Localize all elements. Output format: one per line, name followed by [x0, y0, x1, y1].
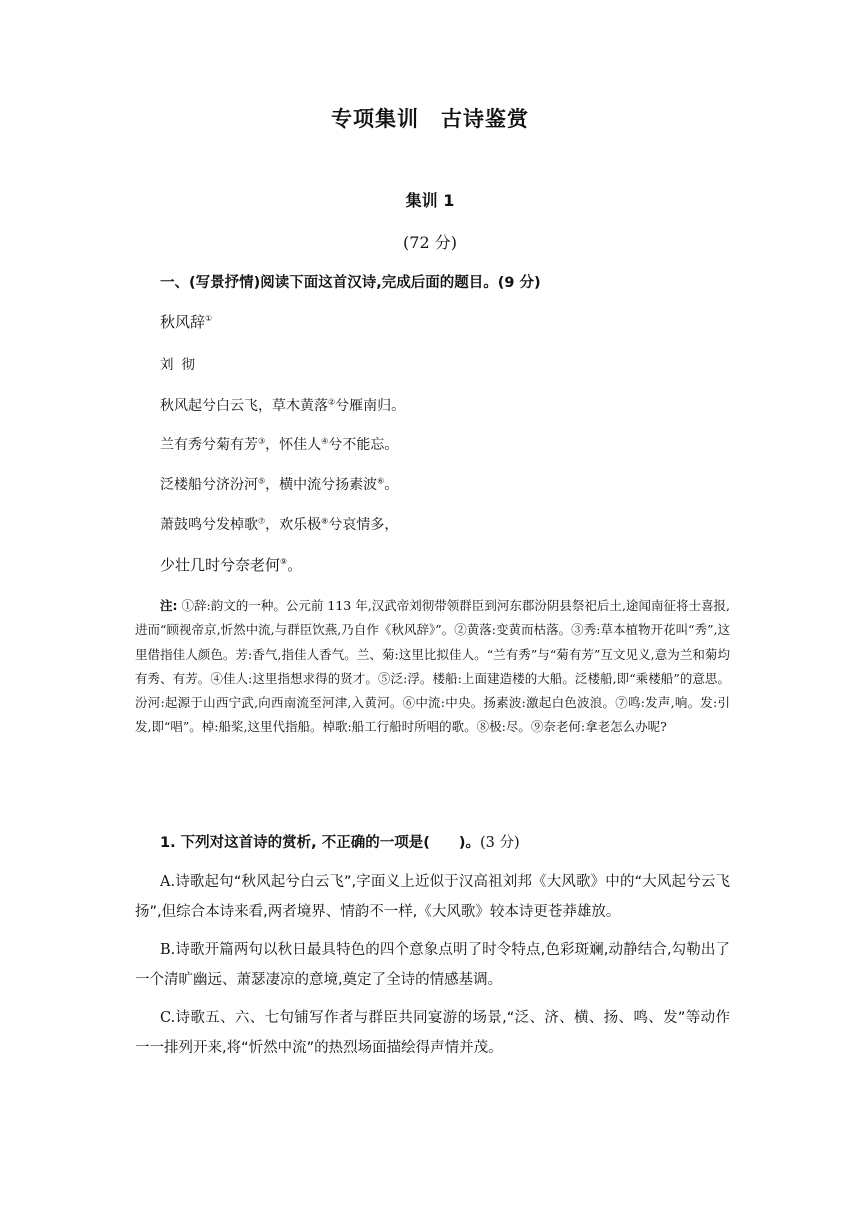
footnote-marker: ⑦ [258, 516, 266, 526]
question-text: 1. 下列对这首诗的赏析, 不正确的一项是( )。 [160, 835, 480, 851]
option-label: A. [160, 874, 176, 890]
option-label: C. [160, 1010, 176, 1026]
annotation-notes [135, 594, 730, 740]
section-subtitle: 集训 1 [405, 191, 455, 210]
poem-line: 秋风起兮白云飞，草木黄落②兮雁南归。 [160, 397, 406, 414]
poem-line: 少壮几时兮奈老何⑨。 [160, 556, 303, 574]
notes-text: ①辞:韵文的一种。公元前 113 年,汉武帝刘彻带领群臣到河东郡汾阴县祭祀后土,途闻南征将士喜报,进而“顾视帝京,忻然中流,与群臣饮燕,乃自作《秋风辞》”。②黄落:变黄而枯落。③秀:草本植物开花叫“秀”,这里借指佳人颜色。芳:香气,指佳人香气。兰、菊:这里比拟佳人。“兰有秀”与“菊有芳”互文见义,意为兰和菊均有秀、有芳。④佳人:这里指想求得的贤才。⑤泛:浮。楼船:上面建造楼的大船。泛楼船,即“乘楼船”的意思。汾河:起源于山西宁武,向西南流至河津,入黄河。⑥中流:中央。扬素波:激起白色波浪。⑦鸣:发声,响。发:引发,即“唱”。棹:船桨,这里代指船。棹歌:船工行船时所唱的歌。⑧极:尽。⑨奈老何:拿老怎么办呢? [135, 598, 730, 735]
footnote-marker: ③ [258, 436, 266, 446]
poem-title [160, 311, 730, 332]
footnote-marker: ② [328, 397, 336, 407]
footnote-marker: ④ [321, 436, 329, 446]
option-c [135, 1003, 730, 1063]
poem-line: 兰有秀兮菊有芳③，怀佳人④兮不能忘。 [160, 436, 399, 453]
total-score: (72 分) [403, 233, 457, 252]
option-a [135, 867, 730, 927]
footnote-marker: ① [205, 314, 213, 323]
option-label: B. [160, 942, 176, 958]
footnote-marker: ⑨ [280, 557, 288, 566]
option-text: 诗歌五、六、七句铺写作者与群臣共同宴游的场景,“泛、济、横、扬、鸣、发”等动作一一排列开来,将“忻然中流”的热烈场面描绘得声情并茂。 [135, 1010, 730, 1056]
poem-line: 萧鼓鸣兮发棹歌⑦，欢乐极⑧兮哀情多， [160, 516, 399, 533]
poem-title-text: 秋风辞 [160, 313, 206, 331]
option-text: 诗歌开篇两句以秋日最具特色的四个意象点明了时令特点,色彩斑斓,动静结合,勾勒出了一个清旷幽远、萧瑟凄凉的意境,奠定了全诗的情感基调。 [135, 942, 730, 988]
footnote-marker: ⑧ [321, 516, 329, 526]
footnote-marker: ⑥ [377, 476, 385, 486]
question-score: (3 分) [479, 835, 520, 851]
notes-label: 注: [160, 598, 178, 613]
footnote-marker: ⑤ [258, 476, 266, 486]
option-text: 诗歌起句“秋风起兮白云飞”,字面义上近似于汉高祖刘邦《大风歌》中的“大风起兮云飞扬”,但综合本诗来看,两者境界、情韵不一样,《大风歌》较本诗更苍莽雄放。 [135, 874, 730, 920]
section-heading: 一、(写景抒情)阅读下面这首汉诗,完成后面的题目。(9 分) [160, 275, 541, 291]
option-b [135, 935, 730, 995]
poem-author: 刘彻 [160, 357, 203, 373]
page-title: 专项集训 古诗鉴赏 [331, 107, 529, 131]
question-1 [160, 831, 730, 852]
poem-line: 泛楼船兮济汾河⑤，横中流兮扬素波⑥。 [160, 476, 399, 493]
